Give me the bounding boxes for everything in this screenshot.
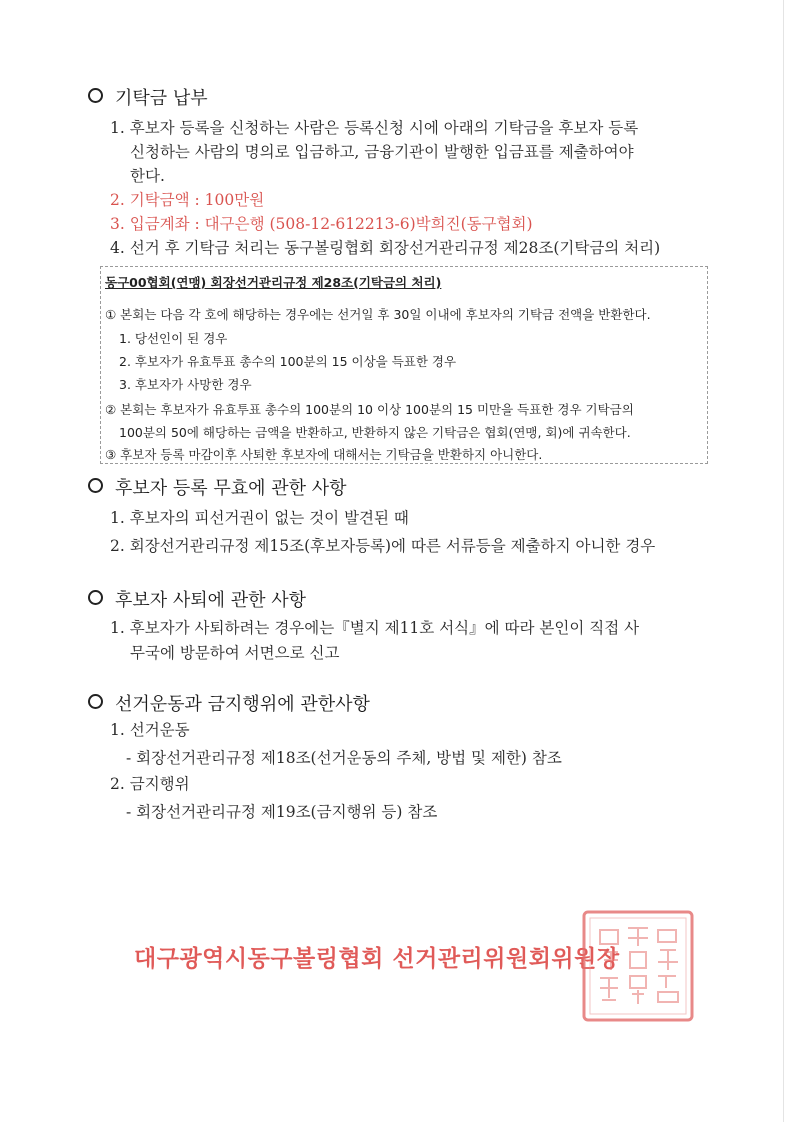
- campaign-item-1-sub: - 회장선거관리규정 제18조(선거운동의 주체, 방법 및 제한) 참조: [126, 749, 562, 767]
- regulation-clause-2-line-1: ② 본회는 후보자가 유효투표 총수의 100분의 10 이상 100분의 15 미만을 득표한 경우 기탁금의: [105, 402, 634, 417]
- regulation-clause-1-item-1: 1. 당선인이 된 경우: [119, 331, 228, 346]
- circle-bullet-icon: [88, 88, 103, 103]
- section-heading-invalid: 후보자 등록 무효에 관한 사항: [88, 474, 347, 500]
- regulation-clause-1-item-2: 2. 후보자가 유효투표 총수의 100분의 15 이상을 득표한 경우: [119, 354, 457, 369]
- invalid-item-1: 1. 후보자의 피선거권이 없는 것이 발견된 때: [110, 509, 409, 527]
- invalid-item-2: 2. 회장선거관리규정 제15조(후보자등록)에 따른 서류등을 제출하지 아니한 경우: [110, 537, 656, 555]
- regulation-title: 동구00협회(연맹) 회장선거관리규정 제28조(기탁금의 처리): [105, 275, 442, 290]
- regulation-box: [100, 266, 708, 464]
- section-heading-resign: 후보자 사퇴에 관한 사항: [88, 586, 306, 612]
- resign-item-1-line-1: 1. 후보자가 사퇴하려는 경우에는『별지 제11호 서식』에 따라 본인이 직접 사: [110, 619, 640, 637]
- campaign-item-2: 2. 금지행위: [110, 775, 190, 793]
- deposit-item-1-line-2: 신청하는 사람의 명의로 입금하고, 금융기관이 발행한 입금표를 제출하여야: [130, 143, 634, 161]
- resign-item-1-line-2: 무국에 방문하여 서면으로 신고: [130, 644, 340, 662]
- issuer-title: 대구광역시동구볼링협회 선거관리위원회위원장: [134, 946, 620, 972]
- deposit-item-1-line-3: 한다.: [130, 167, 165, 185]
- regulation-clause-2-line-2: 100분의 50에 해당하는 금액을 반환하고, 반환하지 않은 기탁금은 협회(연맹, 회)에 귀속한다.: [119, 425, 631, 440]
- deposit-amount: 2. 기탁금액 : 100만원: [110, 191, 265, 209]
- section-heading-campaign: 선거운동과 금지행위에 관한사항: [88, 690, 370, 716]
- campaign-item-1: 1. 선거운동: [110, 721, 190, 739]
- campaign-item-2-sub: - 회장선거관리규정 제19조(금지행위 등) 참조: [126, 803, 438, 821]
- circle-bullet-icon: [88, 590, 103, 605]
- deposit-item-4: 4. 선거 후 기탁금 처리는 동구볼링협회 회장선거관리규정 제28조(기탁금의 처리): [110, 239, 661, 257]
- deposit-item-1-line-1: 1. 후보자 등록을 신청하는 사람은 등록신청 시에 아래의 기탁금을 후보자 등록: [110, 119, 639, 137]
- scan-edge-line: [783, 0, 784, 1122]
- regulation-clause-3: ③ 후보자 등록 마감이후 사퇴한 후보자에 대해서는 기탁금을 반환하지 아니한다.: [105, 447, 543, 462]
- deposit-account: 3. 입금계좌 : 대구은행 (508-12-612213-6)박희진(동구협회): [110, 215, 533, 233]
- circle-bullet-icon: [88, 478, 103, 493]
- regulation-clause-1-item-3: 3. 후보자가 사망한 경우: [119, 377, 252, 392]
- official-seal-stamp: [580, 908, 696, 1024]
- regulation-clause-1: ① 본회는 다음 각 호에 해당하는 경우에는 선거일 후 30일 이내에 후보자의 기탁금 전액을 반환한다.: [105, 307, 651, 322]
- section-heading-deposit: 기탁금 납부: [88, 84, 208, 110]
- circle-bullet-icon: [88, 694, 103, 709]
